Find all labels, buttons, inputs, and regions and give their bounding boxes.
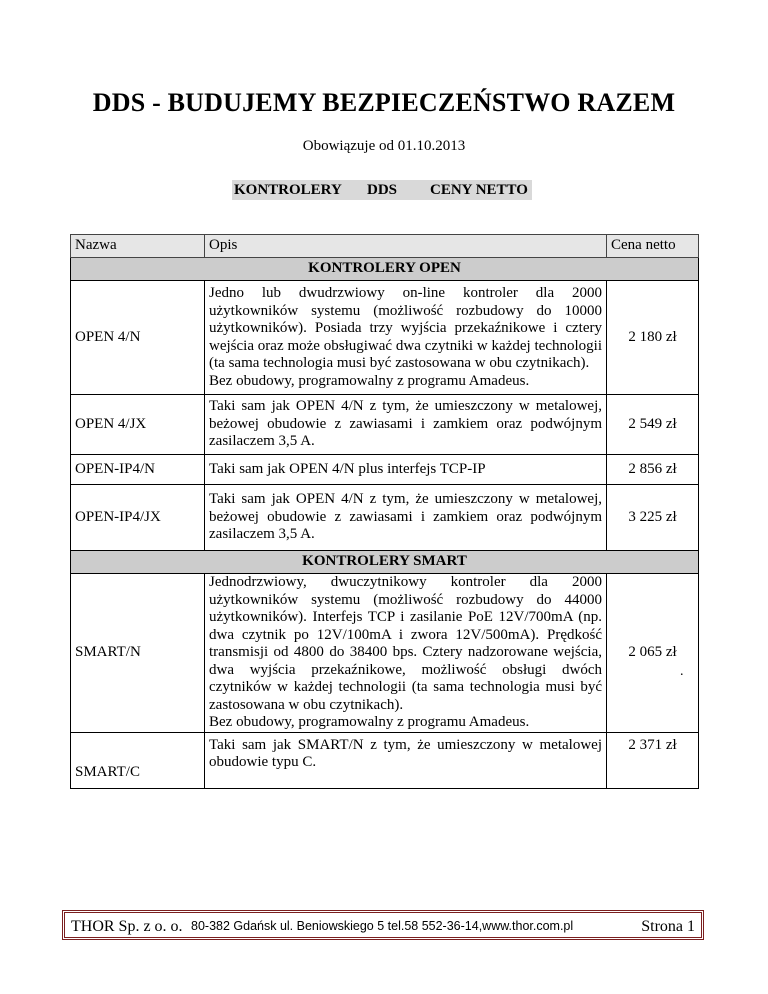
product-description: Jednodrzwiowy, dwuczytnikowy kontroler dla 2000 użytkowników systemu (możliwość rozbudowy do 44000 użytkowników). Interfejs TCP i zasilanie PoE 12V/700mA (np. dwa czytnik po 12V/100mA i zwora 12V/500mA). Prędkość transmisji od 4800 do 38400 bps. Cztery nadzorowane wejścia, dwa wyjścia przekaźnikowe, możliwość obsługi dwóch czytników w każdej technologii (ta sama technologia musi być zastosowana w obu czytnikach). Bez obudowy, programowalny z programu Amadeus.: [205, 574, 607, 733]
document-title: DDS - BUDUJEMY BEZPIECZEŃSTWO RAZEM: [92, 88, 676, 117]
product-name: SMART/N: [71, 574, 205, 733]
section-title-open: KONTROLERY OPEN: [71, 258, 699, 281]
product-description: Jedno lub dwudrzwiowy on-line kontroler dla 2000 użytkowników systemu (możliwość rozbudowy do 10000 użytkowników). Posiada trzy wyjścia przekaźnikowe i cztery wejścia oraz może obsługiwać dwa czytniki w każdej technologii (ta sama technologia musi być zastosowana w obu czytnikach). Bez obudowy, programowalny z programu Amadeus.: [205, 281, 607, 395]
stray-mark: .: [680, 664, 684, 679]
table-row: [71, 455, 699, 485]
product-name: OPEN-IP4/N: [71, 455, 205, 485]
table-row: [71, 732, 699, 788]
page-footer: [62, 910, 704, 940]
section-title-smart: KONTROLERY SMART: [71, 551, 699, 574]
product-price: 2 065 zł: [607, 574, 699, 733]
footer-company: THOR Sp. z o. o.: [71, 918, 183, 935]
product-name: OPEN 4/N: [71, 281, 205, 395]
product-price: 2 180 zł: [607, 281, 699, 395]
footer-page-number: Strona 1: [641, 918, 695, 935]
table-row: [71, 574, 699, 733]
subheader-dds: DDS: [367, 182, 398, 198]
product-name: OPEN 4/JX: [71, 395, 205, 455]
table-row: [71, 485, 699, 551]
header-description: Opis: [205, 235, 607, 258]
price-table: [70, 234, 699, 789]
table-header-row: [71, 235, 699, 258]
product-description: Taki sam jak OPEN 4/N z tym, że umieszczony w metalowej, beżowej obudowie z zawiasami i zamkiem oraz podwójnym zasilaczem 3,5 A.: [205, 485, 607, 551]
product-price: 3 225 zł: [607, 485, 699, 551]
section-open-row: [71, 258, 699, 281]
footer-address: 80-382 Gdańsk ul. Beniowskiego 5 tel.58 552-36-14,www.thor.com.pl: [191, 919, 574, 933]
product-price: 2 549 zł: [607, 395, 699, 455]
subheader-kontrolery: KONTROLERY: [234, 182, 342, 198]
product-price: 2 371 zł: [607, 732, 699, 788]
price-list-subheader: [232, 180, 532, 200]
product-description: Taki sam jak OPEN 4/N z tym, że umieszczony w metalowej, beżowej obudowie z zawiasami i zamkiem oraz podwójnym zasilaczem 3,5 A.: [205, 395, 607, 455]
product-name: OPEN-IP4/JX: [71, 485, 205, 551]
header-name: Nazwa: [71, 235, 205, 258]
section-smart-row: [71, 551, 699, 574]
table-row: [71, 281, 699, 395]
product-name: SMART/C: [71, 732, 205, 788]
validity-date: Obowiązuje od 01.10.2013: [302, 138, 466, 154]
product-description: Taki sam jak SMART/N z tym, że umieszczony w metalowej obudowie typu C.: [205, 732, 607, 788]
header-price: Cena netto: [607, 235, 699, 258]
product-description: Taki sam jak OPEN 4/N plus interfejs TCP-IP: [205, 455, 607, 485]
product-price: 2 856 zł: [607, 455, 699, 485]
subheader-prices: CENY NETTO: [430, 182, 528, 198]
table-row: [71, 395, 699, 455]
